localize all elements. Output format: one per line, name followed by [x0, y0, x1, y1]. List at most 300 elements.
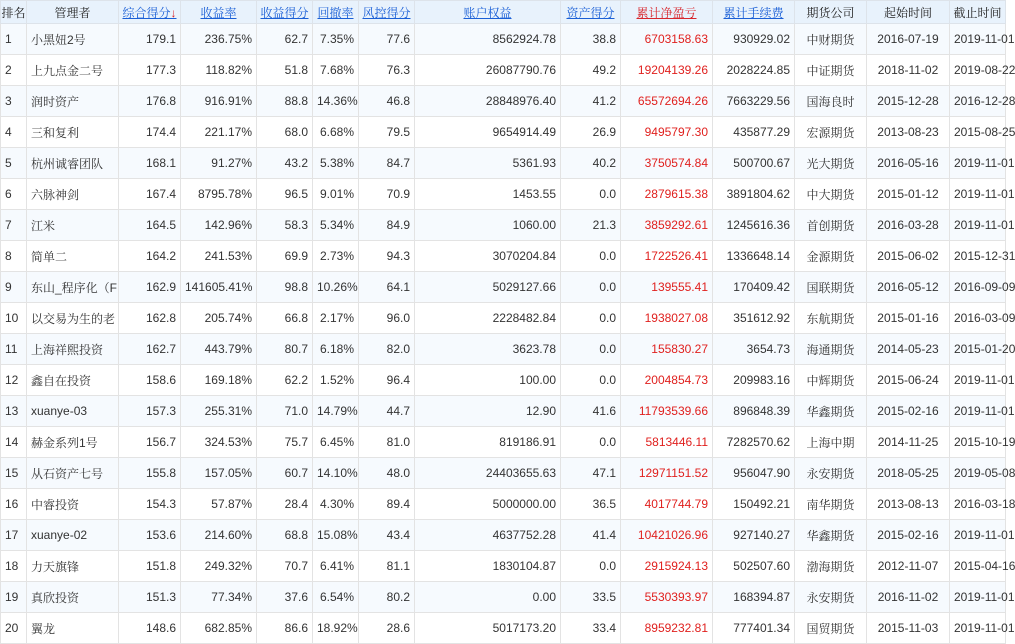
cell-manager: 以交易为生的老: [27, 303, 119, 334]
cell-start-date: 2018-11-02: [867, 55, 950, 86]
cell-commission: 168394.87: [713, 582, 795, 613]
cell-rank: 14: [1, 427, 27, 458]
cell-start-date: 2015-12-28: [867, 86, 950, 117]
cell-asset-score: 40.2: [561, 148, 621, 179]
table-row[interactable]: [1, 458, 1006, 489]
cell-drawdown: 18.92%: [313, 613, 359, 644]
cell-composite-score: 158.6: [119, 365, 181, 396]
cell-account-equity: 0.00: [415, 582, 561, 613]
col-header-manager: [27, 1, 119, 24]
cell-drawdown: 15.08%: [313, 520, 359, 551]
cell-account-equity: 4637752.28: [415, 520, 561, 551]
cell-return-rate: 221.17%: [181, 117, 257, 148]
col-header-commission[interactable]: [713, 1, 795, 24]
cell-end-date: 2019-11-01: [950, 396, 1006, 427]
table-row[interactable]: [1, 272, 1006, 303]
cell-commission: 777401.34: [713, 613, 795, 644]
cell-drawdown: 6.18%: [313, 334, 359, 365]
cell-account-equity: 9654914.49: [415, 117, 561, 148]
cell-return-score: 68.8: [257, 520, 313, 551]
cell-composite-score: 151.3: [119, 582, 181, 613]
cell-end-date: 2019-11-01: [950, 24, 1006, 55]
cell-rank: 8: [1, 241, 27, 272]
cell-commission: 930929.02: [713, 24, 795, 55]
cell-return-rate: 682.85%: [181, 613, 257, 644]
cell-start-date: 2013-08-13: [867, 489, 950, 520]
cell-return-rate: 236.75%: [181, 24, 257, 55]
cell-futures-company: 首创期货: [795, 210, 867, 241]
cell-rank: 11: [1, 334, 27, 365]
cell-end-date: 2019-11-01: [950, 365, 1006, 396]
cell-futures-company: 南华期货: [795, 489, 867, 520]
table-row[interactable]: [1, 241, 1006, 272]
cell-return-score: 86.6: [257, 613, 313, 644]
cell-drawdown: 10.26%: [313, 272, 359, 303]
cell-start-date: 2016-03-28: [867, 210, 950, 241]
cell-net-pnl: 2004854.73: [621, 365, 713, 396]
cell-manager: 江米: [27, 210, 119, 241]
table-row[interactable]: [1, 489, 1006, 520]
cell-return-rate: 241.53%: [181, 241, 257, 272]
cell-asset-score: 0.0: [561, 241, 621, 272]
cell-drawdown: 6.41%: [313, 551, 359, 582]
cell-manager: xuanye-02: [27, 520, 119, 551]
cell-return-score: 70.7: [257, 551, 313, 582]
col-header-return-score[interactable]: [257, 1, 313, 24]
cell-rank: 3: [1, 86, 27, 117]
cell-rank: 17: [1, 520, 27, 551]
cell-return-score: 62.2: [257, 365, 313, 396]
cell-net-pnl: 6703158.63: [621, 24, 713, 55]
cell-start-date: 2015-01-12: [867, 179, 950, 210]
cell-futures-company: 渤海期货: [795, 551, 867, 582]
cell-rank: 15: [1, 458, 27, 489]
cell-account-equity: 1830104.87: [415, 551, 561, 582]
cell-risk-score: 84.7: [359, 148, 415, 179]
cell-asset-score: 0.0: [561, 551, 621, 582]
cell-net-pnl: 5530393.97: [621, 582, 713, 613]
cell-asset-score: 41.6: [561, 396, 621, 427]
cell-rank: 2: [1, 55, 27, 86]
cell-futures-company: 中大期货: [795, 179, 867, 210]
cell-risk-score: 89.4: [359, 489, 415, 520]
cell-end-date: 2019-08-22: [950, 55, 1006, 86]
cell-account-equity: 1060.00: [415, 210, 561, 241]
cell-commission: 3654.73: [713, 334, 795, 365]
cell-risk-score: 96.0: [359, 303, 415, 334]
cell-commission: 1245616.36: [713, 210, 795, 241]
cell-return-score: 43.2: [257, 148, 313, 179]
cell-risk-score: 64.1: [359, 272, 415, 303]
cell-net-pnl: 1938027.08: [621, 303, 713, 334]
cell-risk-score: 79.5: [359, 117, 415, 148]
table-row[interactable]: [1, 303, 1006, 334]
cell-commission: 351612.92: [713, 303, 795, 334]
cell-account-equity: 8562924.78: [415, 24, 561, 55]
cell-net-pnl: 139555.41: [621, 272, 713, 303]
col-header-label: 综合得分: [122, 5, 171, 20]
cell-manager: 真欣投资: [27, 582, 119, 613]
header-row: [1, 1, 1006, 24]
cell-risk-score: 46.8: [359, 86, 415, 117]
cell-futures-company: 中辉期货: [795, 365, 867, 396]
cell-manager: 从石资产七号: [27, 458, 119, 489]
cell-asset-score: 0.0: [561, 334, 621, 365]
cell-rank: 5: [1, 148, 27, 179]
cell-account-equity: 5017173.20: [415, 613, 561, 644]
cell-manager: 小黑妞2号: [27, 24, 119, 55]
cell-risk-score: 82.0: [359, 334, 415, 365]
col-header-start-date: [867, 1, 950, 24]
cell-composite-score: 157.3: [119, 396, 181, 427]
col-header-drawdown[interactable]: [313, 1, 359, 24]
cell-start-date: 2016-11-02: [867, 582, 950, 613]
cell-composite-score: 151.8: [119, 551, 181, 582]
cell-rank: 13: [1, 396, 27, 427]
cell-asset-score: 47.1: [561, 458, 621, 489]
cell-commission: 502507.60: [713, 551, 795, 582]
cell-drawdown: 7.68%: [313, 55, 359, 86]
cell-net-pnl: 9495797.30: [621, 117, 713, 148]
cell-drawdown: 4.30%: [313, 489, 359, 520]
col-header-label: 资产得分: [566, 5, 615, 20]
cell-asset-score: 0.0: [561, 427, 621, 458]
cell-return-score: 68.0: [257, 117, 313, 148]
col-header-label: 排名: [1, 5, 26, 20]
cell-drawdown: 6.45%: [313, 427, 359, 458]
cell-drawdown: 6.54%: [313, 582, 359, 613]
cell-end-date: 2019-11-01: [950, 210, 1006, 241]
cell-start-date: 2015-02-16: [867, 396, 950, 427]
sort-desc-icon: ↓: [170, 5, 177, 20]
cell-return-rate: 324.53%: [181, 427, 257, 458]
cell-commission: 170409.42: [713, 272, 795, 303]
cell-rank: 9: [1, 272, 27, 303]
cell-composite-score: 153.6: [119, 520, 181, 551]
col-header-composite-score[interactable]: [119, 1, 181, 24]
cell-account-equity: 3623.78: [415, 334, 561, 365]
cell-composite-score: 155.8: [119, 458, 181, 489]
cell-risk-score: 76.3: [359, 55, 415, 86]
cell-net-pnl: 5813446.11: [621, 427, 713, 458]
table-row[interactable]: [1, 179, 1006, 210]
cell-account-equity: 1453.55: [415, 179, 561, 210]
cell-commission: 1336648.14: [713, 241, 795, 272]
cell-commission: 927140.27: [713, 520, 795, 551]
cell-account-equity: 819186.91: [415, 427, 561, 458]
cell-manager: 上海祥熙投资: [27, 334, 119, 365]
cell-account-equity: 5029127.66: [415, 272, 561, 303]
cell-drawdown: 5.38%: [313, 148, 359, 179]
cell-return-score: 51.8: [257, 55, 313, 86]
col-header-net-pnl[interactable]: [621, 1, 713, 24]
cell-futures-company: 华鑫期货: [795, 396, 867, 427]
cell-end-date: 2016-03-18: [950, 489, 1006, 520]
cell-return-rate: 255.31%: [181, 396, 257, 427]
table-row[interactable]: [1, 55, 1006, 86]
cell-drawdown: 14.79%: [313, 396, 359, 427]
cell-start-date: 2015-06-24: [867, 365, 950, 396]
cell-return-score: 98.8: [257, 272, 313, 303]
cell-risk-score: 84.9: [359, 210, 415, 241]
cell-commission: 435877.29: [713, 117, 795, 148]
cell-futures-company: 光大期货: [795, 148, 867, 179]
cell-asset-score: 41.2: [561, 86, 621, 117]
cell-return-score: 96.5: [257, 179, 313, 210]
cell-return-rate: 443.79%: [181, 334, 257, 365]
cell-commission: 500700.67: [713, 148, 795, 179]
table-row[interactable]: [1, 365, 1006, 396]
cell-risk-score: 96.4: [359, 365, 415, 396]
col-header-label: 期货公司: [806, 5, 855, 20]
cell-composite-score: 179.1: [119, 24, 181, 55]
cell-futures-company: 东航期货: [795, 303, 867, 334]
cell-asset-score: 33.4: [561, 613, 621, 644]
cell-manager: 中睿投资: [27, 489, 119, 520]
cell-rank: 6: [1, 179, 27, 210]
cell-asset-score: 38.8: [561, 24, 621, 55]
cell-return-rate: 205.74%: [181, 303, 257, 334]
col-header-label: 收益率: [200, 5, 237, 20]
cell-return-score: 28.4: [257, 489, 313, 520]
cell-futures-company: 中证期货: [795, 55, 867, 86]
cell-end-date: 2015-08-25: [950, 117, 1006, 148]
cell-net-pnl: 1722526.41: [621, 241, 713, 272]
cell-manager: xuanye-03: [27, 396, 119, 427]
cell-return-score: 88.8: [257, 86, 313, 117]
cell-rank: 19: [1, 582, 27, 613]
cell-start-date: 2014-05-23: [867, 334, 950, 365]
cell-return-score: 75.7: [257, 427, 313, 458]
cell-end-date: 2015-01-20: [950, 334, 1006, 365]
cell-risk-score: 81.1: [359, 551, 415, 582]
cell-commission: 150492.21: [713, 489, 795, 520]
cell-risk-score: 48.0: [359, 458, 415, 489]
cell-drawdown: 5.34%: [313, 210, 359, 241]
cell-risk-score: 70.9: [359, 179, 415, 210]
cell-commission: 956047.90: [713, 458, 795, 489]
col-header-label: 账户权益: [463, 5, 512, 20]
cell-return-score: 71.0: [257, 396, 313, 427]
cell-rank: 7: [1, 210, 27, 241]
cell-start-date: 2012-11-07: [867, 551, 950, 582]
cell-commission: 3891804.62: [713, 179, 795, 210]
cell-account-equity: 26087790.76: [415, 55, 561, 86]
cell-composite-score: 167.4: [119, 179, 181, 210]
cell-risk-score: 81.0: [359, 427, 415, 458]
cell-return-score: 60.7: [257, 458, 313, 489]
cell-end-date: 2019-11-01: [950, 613, 1006, 644]
cell-net-pnl: 65572694.26: [621, 86, 713, 117]
cell-end-date: 2016-09-09: [950, 272, 1006, 303]
cell-commission: 896848.39: [713, 396, 795, 427]
cell-risk-score: 94.3: [359, 241, 415, 272]
cell-net-pnl: 12971151.52: [621, 458, 713, 489]
cell-commission: 2028224.85: [713, 55, 795, 86]
cell-start-date: 2015-11-03: [867, 613, 950, 644]
cell-rank: 12: [1, 365, 27, 396]
cell-start-date: 2016-07-19: [867, 24, 950, 55]
cell-futures-company: 中财期货: [795, 24, 867, 55]
cell-account-equity: 12.90: [415, 396, 561, 427]
cell-futures-company: 永安期货: [795, 582, 867, 613]
table-row[interactable]: [1, 613, 1006, 644]
cell-manager: 鑫自在投资: [27, 365, 119, 396]
cell-end-date: 2019-11-01: [950, 148, 1006, 179]
cell-end-date: 2019-11-01: [950, 520, 1006, 551]
cell-asset-score: 41.4: [561, 520, 621, 551]
cell-end-date: 2015-04-16: [950, 551, 1006, 582]
cell-composite-score: 156.7: [119, 427, 181, 458]
cell-composite-score: 162.8: [119, 303, 181, 334]
col-header-risk-score[interactable]: [359, 1, 415, 24]
cell-commission: 7663229.56: [713, 86, 795, 117]
cell-drawdown: 14.10%: [313, 458, 359, 489]
cell-manager: 翼龙: [27, 613, 119, 644]
cell-end-date: 2019-11-01: [950, 179, 1006, 210]
cell-end-date: 2015-10-19: [950, 427, 1006, 458]
cell-rank: 1: [1, 24, 27, 55]
cell-net-pnl: 11793539.66: [621, 396, 713, 427]
cell-return-rate: 916.91%: [181, 86, 257, 117]
cell-rank: 10: [1, 303, 27, 334]
cell-return-score: 58.3: [257, 210, 313, 241]
cell-rank: 20: [1, 613, 27, 644]
cell-return-rate: 77.34%: [181, 582, 257, 613]
cell-asset-score: 49.2: [561, 55, 621, 86]
cell-start-date: 2015-06-02: [867, 241, 950, 272]
table-row[interactable]: [1, 551, 1006, 582]
cell-return-score: 37.6: [257, 582, 313, 613]
col-header-label: 风控得分: [362, 5, 411, 20]
cell-futures-company: 宏源期货: [795, 117, 867, 148]
cell-return-rate: 214.60%: [181, 520, 257, 551]
col-header-label: 回撤率: [317, 5, 354, 20]
cell-account-equity: 5000000.00: [415, 489, 561, 520]
cell-composite-score: 148.6: [119, 613, 181, 644]
col-header-label: 管理者: [54, 5, 91, 20]
cell-composite-score: 164.2: [119, 241, 181, 272]
table-row[interactable]: [1, 148, 1006, 179]
cell-end-date: 2019-05-08: [950, 458, 1006, 489]
cell-composite-score: 162.7: [119, 334, 181, 365]
table-row[interactable]: [1, 334, 1006, 365]
cell-risk-score: 44.7: [359, 396, 415, 427]
table-row[interactable]: [1, 86, 1006, 117]
col-header-asset-score[interactable]: [561, 1, 621, 24]
cell-drawdown: 6.68%: [313, 117, 359, 148]
cell-futures-company: 国海良时: [795, 86, 867, 117]
cell-commission: 209983.16: [713, 365, 795, 396]
cell-composite-score: 164.5: [119, 210, 181, 241]
cell-futures-company: 华鑫期货: [795, 520, 867, 551]
cell-futures-company: 国贸期货: [795, 613, 867, 644]
cell-manager: 上九点金二号: [27, 55, 119, 86]
cell-return-score: 80.7: [257, 334, 313, 365]
cell-drawdown: 2.73%: [313, 241, 359, 272]
col-header-label: 截止时间: [953, 5, 1002, 20]
cell-manager: 六脉神剑: [27, 179, 119, 210]
cell-net-pnl: 19204139.26: [621, 55, 713, 86]
cell-drawdown: 9.01%: [313, 179, 359, 210]
cell-asset-score: 0.0: [561, 272, 621, 303]
cell-end-date: 2016-03-09: [950, 303, 1006, 334]
cell-start-date: 2018-05-25: [867, 458, 950, 489]
cell-net-pnl: 3859292.61: [621, 210, 713, 241]
cell-account-equity: 5361.93: [415, 148, 561, 179]
cell-composite-score: 177.3: [119, 55, 181, 86]
cell-futures-company: 永安期货: [795, 458, 867, 489]
cell-asset-score: 0.0: [561, 179, 621, 210]
cell-net-pnl: 8959232.81: [621, 613, 713, 644]
cell-net-pnl: 3750574.84: [621, 148, 713, 179]
col-header-rank: [1, 1, 27, 24]
cell-asset-score: 21.3: [561, 210, 621, 241]
cell-asset-score: 0.0: [561, 303, 621, 334]
table-row[interactable]: [1, 210, 1006, 241]
cell-composite-score: 168.1: [119, 148, 181, 179]
col-header-return-rate[interactable]: [181, 1, 257, 24]
cell-start-date: 2016-05-12: [867, 272, 950, 303]
cell-account-equity: 2228482.84: [415, 303, 561, 334]
cell-futures-company: 上海中期: [795, 427, 867, 458]
cell-net-pnl: 2879615.38: [621, 179, 713, 210]
col-header-account-equity[interactable]: [415, 1, 561, 24]
cell-drawdown: 7.35%: [313, 24, 359, 55]
cell-return-rate: 141605.41%: [181, 272, 257, 303]
table-row[interactable]: [1, 582, 1006, 613]
cell-drawdown: 1.52%: [313, 365, 359, 396]
cell-end-date: 2019-11-01: [950, 582, 1006, 613]
cell-start-date: 2016-05-16: [867, 148, 950, 179]
cell-drawdown: 14.36%: [313, 86, 359, 117]
cell-rank: 18: [1, 551, 27, 582]
cell-manager: 杭州诚睿团队: [27, 148, 119, 179]
cell-start-date: 2015-01-16: [867, 303, 950, 334]
cell-start-date: 2013-08-23: [867, 117, 950, 148]
cell-futures-company: 国联期货: [795, 272, 867, 303]
cell-return-rate: 91.27%: [181, 148, 257, 179]
cell-return-score: 62.7: [257, 24, 313, 55]
table-body: [1, 24, 1015, 644]
table-row[interactable]: [1, 117, 1006, 148]
cell-end-date: 2016-12-28: [950, 86, 1006, 117]
table-row[interactable]: [1, 24, 1006, 55]
cell-manager: 东山_程序化（F: [27, 272, 119, 303]
cell-return-rate: 57.87%: [181, 489, 257, 520]
cell-net-pnl: 155830.27: [621, 334, 713, 365]
table-row[interactable]: [1, 520, 1006, 551]
cell-return-rate: 249.32%: [181, 551, 257, 582]
cell-return-rate: 142.96%: [181, 210, 257, 241]
cell-return-score: 69.9: [257, 241, 313, 272]
table-row[interactable]: [1, 427, 1006, 458]
cell-return-score: 66.8: [257, 303, 313, 334]
cell-account-equity: 3070204.84: [415, 241, 561, 272]
cell-return-rate: 118.82%: [181, 55, 257, 86]
cell-start-date: 2014-11-25: [867, 427, 950, 458]
cell-manager: 力天旗锋: [27, 551, 119, 582]
col-header-end-date: [950, 1, 1006, 24]
cell-account-equity: 24403655.63: [415, 458, 561, 489]
table-row[interactable]: [1, 396, 1006, 427]
cell-commission: 7282570.62: [713, 427, 795, 458]
cell-risk-score: 43.4: [359, 520, 415, 551]
cell-futures-company: 金源期货: [795, 241, 867, 272]
cell-futures-company: 海通期货: [795, 334, 867, 365]
col-header-label: 累计净盈亏: [636, 5, 697, 20]
col-header-label: 累计手续费: [723, 5, 784, 20]
